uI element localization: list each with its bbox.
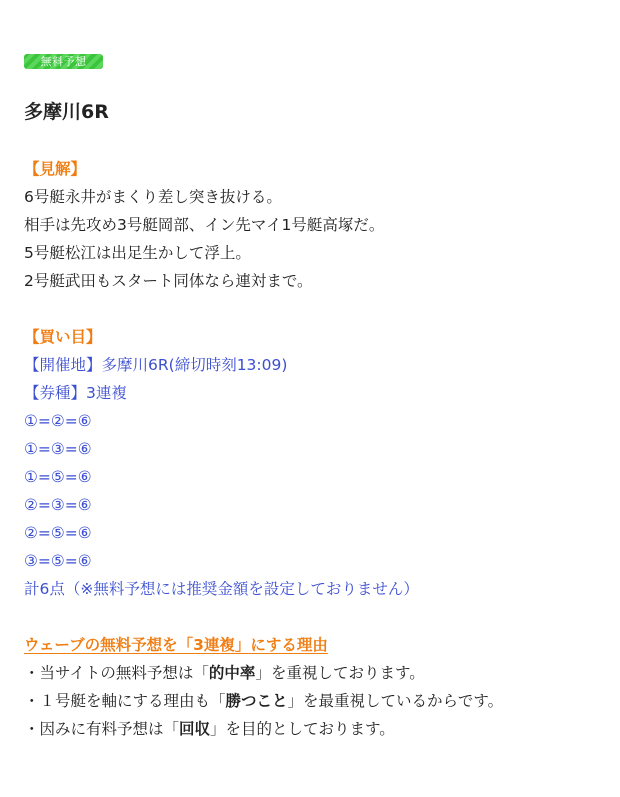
venue-value: 多摩川6R(締切時刻13:09) [101,356,288,374]
reason-heading: ウェーブの無料予想を「3連複」にする理由 [24,636,328,654]
reason-text-pre: ・１号艇を軸にする理由も「 [24,692,226,710]
ticket-type-value: 3連複 [86,384,127,402]
analysis-line: 6号艇永井がまくり差し突き抜ける。 [24,188,282,206]
free-prediction-badge: 無料予想 [24,54,103,69]
bet-combo: ①=③=⑥ [24,440,92,458]
venue-label: 【開催地】 [24,356,102,374]
analysis-line: 2号艇武田もスタート同体なら連対まで。 [24,272,313,290]
reason-text-post: 」を目的としております。 [210,720,395,738]
race-title: 多摩川6R [24,101,109,123]
reason-line [24,690,503,712]
bet-combo: ②=⑤=⑥ [24,524,92,542]
analysis-line: 5号艇松江は出足生かして浮上。 [24,244,251,262]
bet-combo: ①=②=⑥ [24,412,92,430]
ticket-type-label: 【券種】 [24,384,87,402]
reason-text-pre: ・因みに有料予想は「 [24,720,180,738]
bet-total: 計6点（※無料予想には推奨金額を設定しておりません） [24,580,419,598]
reason-text-post: 」を重視しております。 [255,664,425,682]
reason-emphasis: 回収 [179,720,211,738]
reason-text-post: 」を最重視しているからです。 [287,692,504,710]
bet-combo: ②=③=⑥ [24,496,92,514]
reason-line [24,662,425,684]
reason-line [24,718,395,740]
analysis-line: 相手は先攻め3号艇岡部、イン先マイ1号艇高塚だ。 [24,216,385,234]
ticket-type-line [24,382,127,404]
analysis-heading: 【見解】 [24,160,87,178]
reason-emphasis: 勝つこと [225,692,288,710]
bet-combo: ①=⑤=⑥ [24,468,92,486]
reason-text-pre: ・当サイトの無料予想は「 [24,664,209,682]
bets-heading: 【買い目】 [24,328,102,346]
venue-line [24,354,287,376]
reason-emphasis: 的中率 [208,664,256,682]
bet-combo: ③=⑤=⑥ [24,552,92,570]
